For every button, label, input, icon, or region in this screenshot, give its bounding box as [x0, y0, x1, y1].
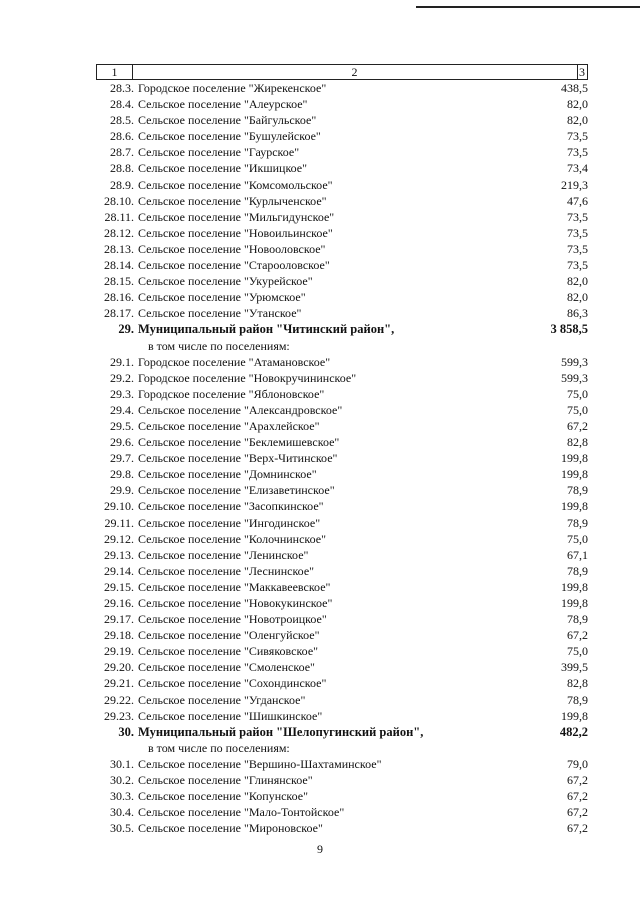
table-row: [96, 482, 588, 498]
row-value: 73,4: [567, 161, 588, 176]
table-row: [96, 611, 588, 627]
row-name: Сельское поселение "Оленгуйское": [138, 628, 320, 643]
row-name: Муниципальный район "Читинский район",: [138, 322, 395, 337]
row-name: Сельское поселение "Мироновское": [138, 821, 323, 836]
row-value: 82,8: [567, 676, 588, 691]
row-value: 73,5: [567, 145, 588, 160]
row-name: в том числе по поселениям:: [148, 338, 290, 353]
row-number: 29.10.: [104, 499, 134, 514]
row-name: Сельское поселение "Смоленское": [138, 660, 315, 675]
row-value: 67,2: [567, 628, 588, 643]
row-number: 29.12.: [104, 531, 134, 546]
row-value: 75,0: [567, 644, 588, 659]
row-name: Сельское поселение "Шишкинское": [138, 708, 323, 723]
table-row: [96, 659, 588, 675]
row-name: Сельское поселение "Бушулейское": [138, 129, 321, 144]
row-value: 79,0: [567, 756, 588, 771]
row-value: 86,3: [567, 306, 588, 321]
row-number: 30.3.: [110, 789, 134, 804]
row-name: Сельское поселение "Беклемишевское": [138, 435, 340, 450]
row-number: 29.1.: [110, 354, 134, 369]
row-name: Сельское поселение "Урюмское": [138, 290, 306, 305]
row-name: Сельское поселение "Комсомольское": [138, 177, 333, 192]
row-number: 29.9.: [110, 483, 134, 498]
row-name: Сельское поселение "Александровское": [138, 402, 343, 417]
row-name: Сельское поселение "Курлыченское": [138, 193, 327, 208]
row-name: Сельское поселение "Копунское": [138, 789, 309, 804]
row-value: 199,8: [561, 708, 588, 723]
row-value: 199,8: [561, 451, 588, 466]
row-number: 29.22.: [104, 692, 134, 707]
row-value: 82,0: [567, 290, 588, 305]
row-number: 29.20.: [104, 660, 134, 675]
row-name: Городское поселение "Атамановское": [138, 354, 331, 369]
row-value: 199,8: [561, 596, 588, 610]
row-number: 29.19.: [104, 644, 134, 659]
row-number: 29.6.: [110, 435, 134, 450]
row-name: Муниципальный район "Шелопугинский район",: [138, 724, 424, 739]
row-number: 29.13.: [104, 547, 134, 562]
row-number: 28.4.: [110, 97, 134, 112]
row-number: 29.11.: [104, 515, 134, 530]
top-rule: [416, 6, 640, 8]
row-value: 78,9: [567, 483, 588, 498]
row-value: 75,0: [567, 402, 588, 417]
table-row: [96, 627, 588, 643]
table-row: [96, 772, 588, 788]
table-row: [96, 177, 588, 193]
row-name: Сельское поселение "Новоильинское": [138, 225, 333, 240]
row-number: 29.14.: [104, 563, 134, 578]
row-value: 199,8: [561, 467, 588, 482]
row-value: 67,2: [567, 418, 588, 433]
row-name: Сельское поселение "Байгульское": [138, 113, 317, 128]
row-value: 67,2: [567, 805, 588, 820]
row-name: Сельское поселение "Леснинское": [138, 563, 315, 578]
table-row: [96, 675, 588, 691]
table-row: [96, 257, 588, 273]
row-name: Сельское поселение "Сивяковское": [138, 644, 319, 659]
table-row: [96, 418, 588, 434]
table-row: [96, 241, 588, 257]
row-number: 28.17.: [104, 306, 134, 321]
row-number: 28.10.: [104, 193, 134, 208]
row-name: Сельское поселение "Мало-Тонтойское": [138, 805, 345, 820]
row-value: 482,2: [559, 724, 588, 739]
row-value: 75,0: [567, 531, 588, 546]
table-row: [96, 466, 588, 482]
row-number: 29.21.: [104, 676, 134, 691]
row-name: Сельское поселение "Новотроицкое": [138, 612, 327, 627]
table-row: [96, 531, 588, 547]
row-value: 82,0: [567, 113, 588, 128]
row-name: Сельское поселение "Глинянское": [138, 773, 313, 788]
row-name: Сельское поселение "Колочнинское": [138, 531, 327, 546]
district-row: [96, 724, 588, 740]
row-name: Сельское поселение "Укурейское": [138, 274, 313, 289]
row-value: 3 858,5: [550, 322, 588, 337]
header-col-2: 2: [132, 65, 578, 79]
subheading-row: [96, 338, 588, 354]
table-row: [96, 643, 588, 659]
row-number: 28.14.: [104, 258, 134, 273]
table-row: [96, 112, 588, 128]
table-row: [96, 144, 588, 160]
row-name: Сельское поселение "Утанское": [138, 306, 302, 321]
table-row: [96, 128, 588, 144]
row-number: 29.3.: [110, 386, 134, 401]
table-header-row: [96, 64, 588, 80]
row-number: 29.23.: [104, 708, 134, 723]
row-number: 28.15.: [104, 274, 134, 289]
row-value: 78,9: [567, 612, 588, 627]
row-value: 73,5: [567, 209, 588, 224]
row-number: 29.2.: [110, 370, 134, 385]
row-number: 30.2.: [110, 773, 134, 788]
row-name: Сельское поселение "Арахлейское": [138, 418, 320, 433]
row-name: Сельское поселение "Мильгидунское": [138, 209, 335, 224]
row-name: Городское поселение "Новокручининское": [138, 370, 357, 385]
table-row: [96, 595, 588, 611]
row-name: Городское поселение "Яблоновское": [138, 386, 325, 401]
row-number: 29.15.: [104, 579, 134, 594]
table-row: [96, 788, 588, 804]
table-row: [96, 804, 588, 820]
row-value: 82,0: [567, 97, 588, 112]
row-value: 73,5: [567, 129, 588, 144]
row-value: 438,5: [561, 81, 588, 95]
row-number: 29.8.: [110, 467, 134, 482]
table-body: [96, 80, 588, 836]
row-name: Сельское поселение "Маккавеевское": [138, 579, 331, 594]
row-name: Сельское поселение "Ленинское": [138, 547, 309, 562]
row-number: 30.: [118, 724, 134, 739]
row-number: 28.12.: [104, 225, 134, 240]
table-row: [96, 402, 588, 418]
table-row: [96, 370, 588, 386]
row-value: 75,0: [567, 386, 588, 401]
row-value: 67,2: [567, 773, 588, 788]
row-value: 199,8: [561, 499, 588, 514]
row-number: 30.5.: [110, 821, 134, 836]
row-name: Сельское поселение "Новокукинское": [138, 596, 333, 610]
row-value: 599,3: [561, 370, 588, 385]
row-name: Сельское поселение "Ингодинское": [138, 515, 321, 530]
table-row: [96, 80, 588, 96]
table-row: [96, 289, 588, 305]
table-row: [96, 193, 588, 209]
row-number: 28.3.: [110, 81, 134, 95]
table-row: [96, 225, 588, 241]
row-value: 73,5: [567, 258, 588, 273]
row-name: Сельское поселение "Икшицкое": [138, 161, 308, 176]
header-col-3: 3: [579, 65, 585, 79]
row-number: 28.9.: [110, 177, 134, 192]
allocation-table: [96, 64, 588, 836]
row-name: Сельское поселение "Старооловское": [138, 258, 330, 273]
row-value: 78,9: [567, 563, 588, 578]
row-name: Сельское поселение "Елизаветинское": [138, 483, 335, 498]
row-number: 28.6.: [110, 129, 134, 144]
table-row: [96, 305, 588, 321]
row-value: 199,8: [561, 579, 588, 594]
table-row: [96, 515, 588, 531]
row-number: 29.5.: [110, 418, 134, 433]
row-value: 82,0: [567, 274, 588, 289]
table-row: [96, 579, 588, 595]
row-name: Сельское поселение "Домнинское": [138, 467, 317, 482]
row-value: 67,2: [567, 821, 588, 836]
row-name: Сельское поселение "Верх-Читинское": [138, 451, 338, 466]
table-row: [96, 563, 588, 579]
row-number: 28.5.: [110, 113, 134, 128]
row-value: 67,2: [567, 789, 588, 804]
row-number: 28.13.: [104, 241, 134, 256]
table-row: [96, 354, 588, 370]
row-name: Сельское поселение "Сохондинское": [138, 676, 327, 691]
table-row: [96, 209, 588, 225]
row-value: 599,3: [561, 354, 588, 369]
subheading-row: [96, 740, 588, 756]
row-name: Сельское поселение "Алеурское": [138, 97, 308, 112]
table-row: [96, 96, 588, 112]
row-value: 219,3: [561, 177, 588, 192]
row-name: Сельское поселение "Новооловское": [138, 241, 326, 256]
row-value: 67,1: [567, 547, 588, 562]
row-number: 30.4.: [110, 805, 134, 820]
row-name: Городское поселение "Жирекенское": [138, 81, 327, 95]
header-col-1: 1: [97, 65, 133, 79]
row-value: 82,8: [567, 435, 588, 450]
row-number: 29.16.: [104, 596, 134, 610]
row-number: 29.7.: [110, 451, 134, 466]
row-number: 28.16.: [104, 290, 134, 305]
row-number: 28.11.: [104, 209, 134, 224]
row-number: 29.17.: [104, 612, 134, 627]
row-number: 30.1.: [110, 756, 134, 771]
table-row: [96, 692, 588, 708]
row-number: 29.18.: [104, 628, 134, 643]
row-number: 29.: [118, 322, 134, 337]
row-number: 28.8.: [110, 161, 134, 176]
row-name: Сельское поселение "Гаурское": [138, 145, 300, 160]
row-name: Сельское поселение "Угданское": [138, 692, 306, 707]
row-value: 399,5: [561, 660, 588, 675]
row-value: 47,6: [567, 193, 588, 208]
table-row: [96, 273, 588, 289]
row-number: 28.7.: [110, 145, 134, 160]
row-number: 29.4.: [110, 402, 134, 417]
page-number: 9: [317, 842, 323, 856]
table-row: [96, 708, 588, 724]
table-row: [96, 498, 588, 514]
row-value: 73,5: [567, 225, 588, 240]
row-value: 78,9: [567, 515, 588, 530]
row-name: Сельское поселение "Засопкинское": [138, 499, 324, 514]
row-value: 73,5: [567, 241, 588, 256]
row-value: 78,9: [567, 692, 588, 707]
table-row: [96, 386, 588, 402]
table-row: [96, 756, 588, 772]
table-row: [96, 434, 588, 450]
table-row: [96, 820, 588, 836]
table-row: [96, 160, 588, 176]
table-row: [96, 547, 588, 563]
row-name: Сельское поселение "Вершино-Шахтаминское": [138, 756, 382, 771]
district-row: [96, 321, 588, 337]
row-name: в том числе по поселениям:: [148, 740, 290, 755]
table-row: [96, 450, 588, 466]
